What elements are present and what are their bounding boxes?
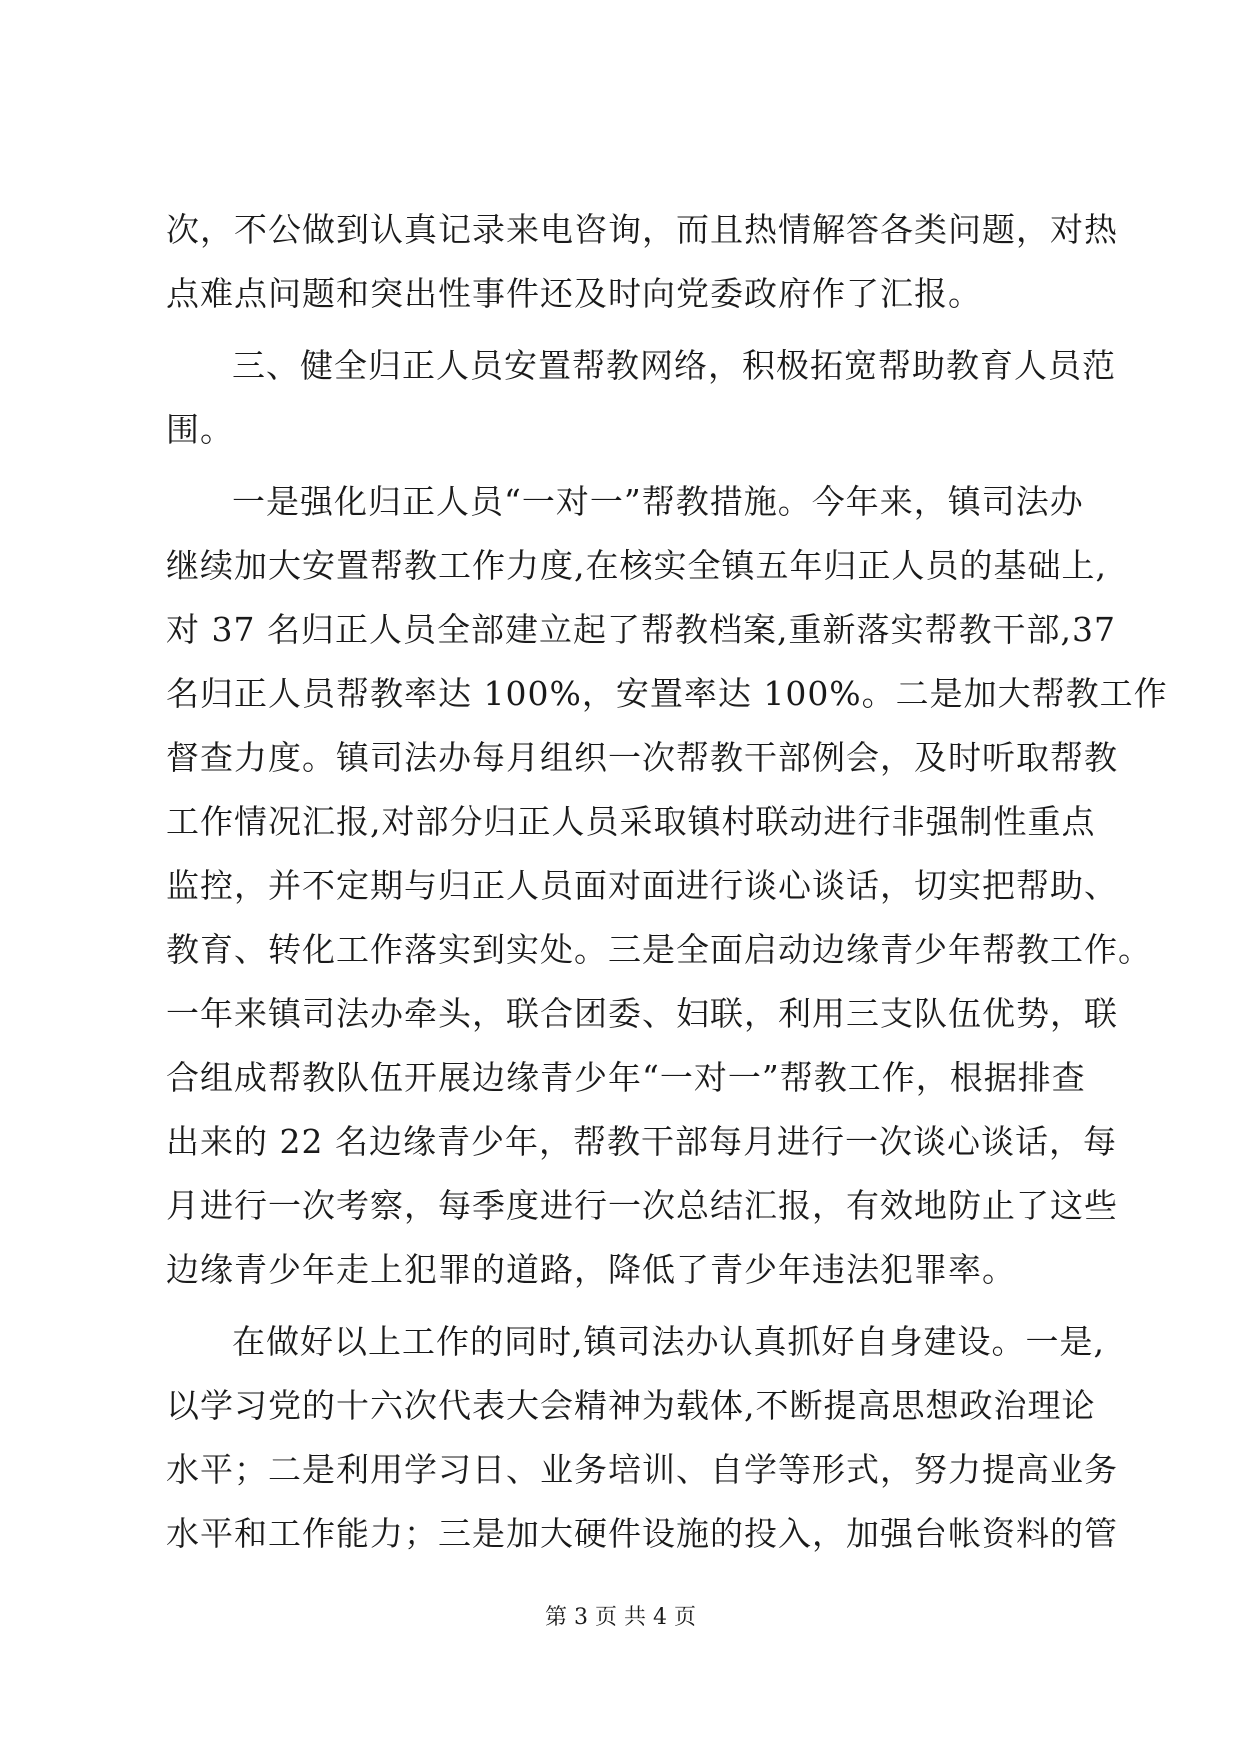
- text-line-15: 出来的 22 名边缘青少年，帮教干部每月进行一次谈心谈话，每: [166, 1122, 1117, 1161]
- text-line-13: 一年来镇司法办牵头，联合团委、妇联，利用三支队伍优势，联: [166, 994, 1118, 1033]
- text-line-16: 月进行一次考察，每季度进行一次总结汇报，有效地防止了这些: [166, 1186, 1118, 1225]
- text-line-21: 水平和工作能力；三是加大硬件设施的投入，加强台帐资料的管: [166, 1514, 1118, 1553]
- text-line-6: 继续加大安置帮教工作力度,在核实全镇五年归正人员的基础上,: [166, 546, 1107, 585]
- text-line-18: 在做好以上工作的同时,镇司法办认真抓好自身建设。一是,: [232, 1322, 1105, 1361]
- text-line-10: 工作情况汇报,对部分归正人员采取镇村联动进行非强制性重点: [166, 802, 1096, 841]
- text-line-2: 点难点问题和突出性事件还及时向党委政府作了汇报。: [166, 274, 982, 313]
- text-line-12: 教育、转化工作落实到实处。三是全面启动边缘青少年帮教工作。: [166, 930, 1152, 969]
- text-line-4: 围。: [166, 410, 234, 449]
- text-line-7: 对 37 名归正人员全部建立起了帮教档案,重新落实帮教干部,37: [166, 610, 1116, 649]
- text-line-11: 监控，并不定期与归正人员面对面进行谈心谈话，切实把帮助、: [166, 866, 1118, 905]
- text-line-8: 名归正人员帮教率达 100%，安置率达 100%。二是加大帮教工作: [166, 674, 1168, 713]
- text-line-9: 督查力度。镇司法办每月组织一次帮教干部例会，及时听取帮教: [166, 738, 1118, 777]
- text-line-14: 合组成帮教队伍开展边缘青少年“一对一”帮教工作，根据排查: [166, 1058, 1086, 1097]
- page-number-footer: 第 3 页 共 4 页: [545, 1605, 696, 1630]
- text-line-1: 次，不公做到认真记录来电咨询，而且热情解答各类问题，对热: [166, 210, 1118, 249]
- text-line-17: 边缘青少年走上犯罪的道路，降低了青少年违法犯罪率。: [166, 1250, 1016, 1289]
- section-heading-3: 三、健全归正人员安置帮教网络，积极拓宽帮助教育人员范: [232, 346, 1116, 385]
- text-line-5: 一是强化归正人员“一对一”帮教措施。今年来，镇司法办: [232, 482, 1084, 521]
- text-line-20: 水平；二是利用学习日、业务培训、自学等形式，努力提高业务: [166, 1450, 1118, 1489]
- text-line-19: 以学习党的十六次代表大会精神为载体,不断提高思想政治理论: [166, 1386, 1096, 1425]
